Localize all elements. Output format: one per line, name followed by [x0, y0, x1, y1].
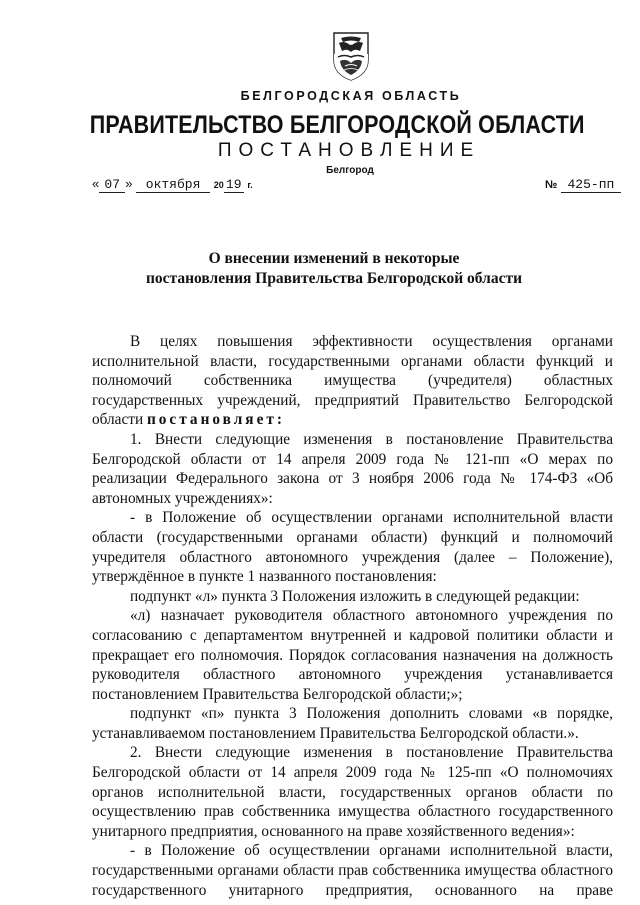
paragraph-2: - в Положение об осуществлении органами исполнительной власти области (государственными органами области) функций и полномочий учредителя областного автономного учреждения (далее – Положение), утверждённое в пункте 1 названного постановления: — [92, 509, 613, 586]
document-title-line-1: О внесении изменений в некоторые — [208, 250, 460, 267]
number-value: 425-пп — [561, 178, 621, 193]
date-open-quote: « — [92, 176, 100, 191]
date-year-unit: г. — [247, 180, 253, 190]
government-name: ПРАВИТЕЛЬСТВО БЕЛГОРОДСКОЙ ОБЛАСТИ — [89, 111, 585, 139]
paragraph-6: 2. Внести следующие изменения в постановление Правительства Белгородской области от 14 апреля 2009 года № 125-пп «О полномочиях органов исполнительной власти, государственных органов области по осуществлению прав собственника имущества областного государственного унитарного предприятия, основанного на праве хозяйственного ведения»: — [92, 744, 613, 840]
paragraph-1: 1. Внести следующие изменения в постановление Правительства Белгородской области от 14 апреля 2009 года № 121-пп «О мерах по реализации Федерального закона от 3 ноября 2006 года № 174-ФЗ «Об автономных учреждениях»: — [92, 430, 613, 507]
paragraph-4: «л) назначает руководителя областного автономного учреждения по согласованию с департаментом внутренней и кадровой политики области и прекращает его полномочия. Порядок согласования назначения на должность руководителя областного автономного учреждения устанавливается постановлением Правительства Белгородской области;»; — [92, 607, 613, 703]
document-number — [545, 176, 621, 193]
intro-resolves: постановляет: — [146, 411, 285, 429]
paragraph-7: - в Положение об осуществлении органами исполнительной власти, государственными органами области прав собственника имущества областного государственного унитарного предприятия, основанного на праве — [92, 842, 613, 899]
date-year-suffix: 19 — [224, 178, 244, 193]
date-year-prefix: 20 — [213, 180, 224, 190]
coat-of-arms-emblem — [331, 30, 371, 82]
date-month: октября — [136, 178, 210, 193]
city-name: Белгород — [326, 165, 374, 176]
date-day: 07 — [99, 178, 125, 193]
paragraph-3: подпункт «л» пункта 3 Положения изложить в следующей редакции: — [130, 587, 580, 605]
intro-paragraph — [92, 332, 613, 430]
document-date — [92, 176, 253, 193]
number-label: № — [545, 179, 558, 191]
date-close-quote: » — [125, 176, 133, 191]
document-body — [92, 332, 613, 900]
document-title-line-2: постановления Правительства Белгородской области — [145, 270, 522, 287]
region-name: БЕЛГОРОДСКАЯ ОБЛАСТЬ — [240, 89, 462, 103]
intro-text: В целях повышения эффективности осуществления органами исполнительной власти, государственными органами области функций и полномочий собственника имущества (учредителя) областных государственных учреждений, предприятий Правительство Белгородской области — [92, 333, 613, 429]
document-type: ПОСТАНОВЛЕНИЕ — [217, 140, 481, 161]
paragraph-5: подпункт «п» пункта 3 Положения дополнить словами «в порядке, устанавливаемом постановлением Правительства Белгородской области.». — [92, 705, 613, 742]
